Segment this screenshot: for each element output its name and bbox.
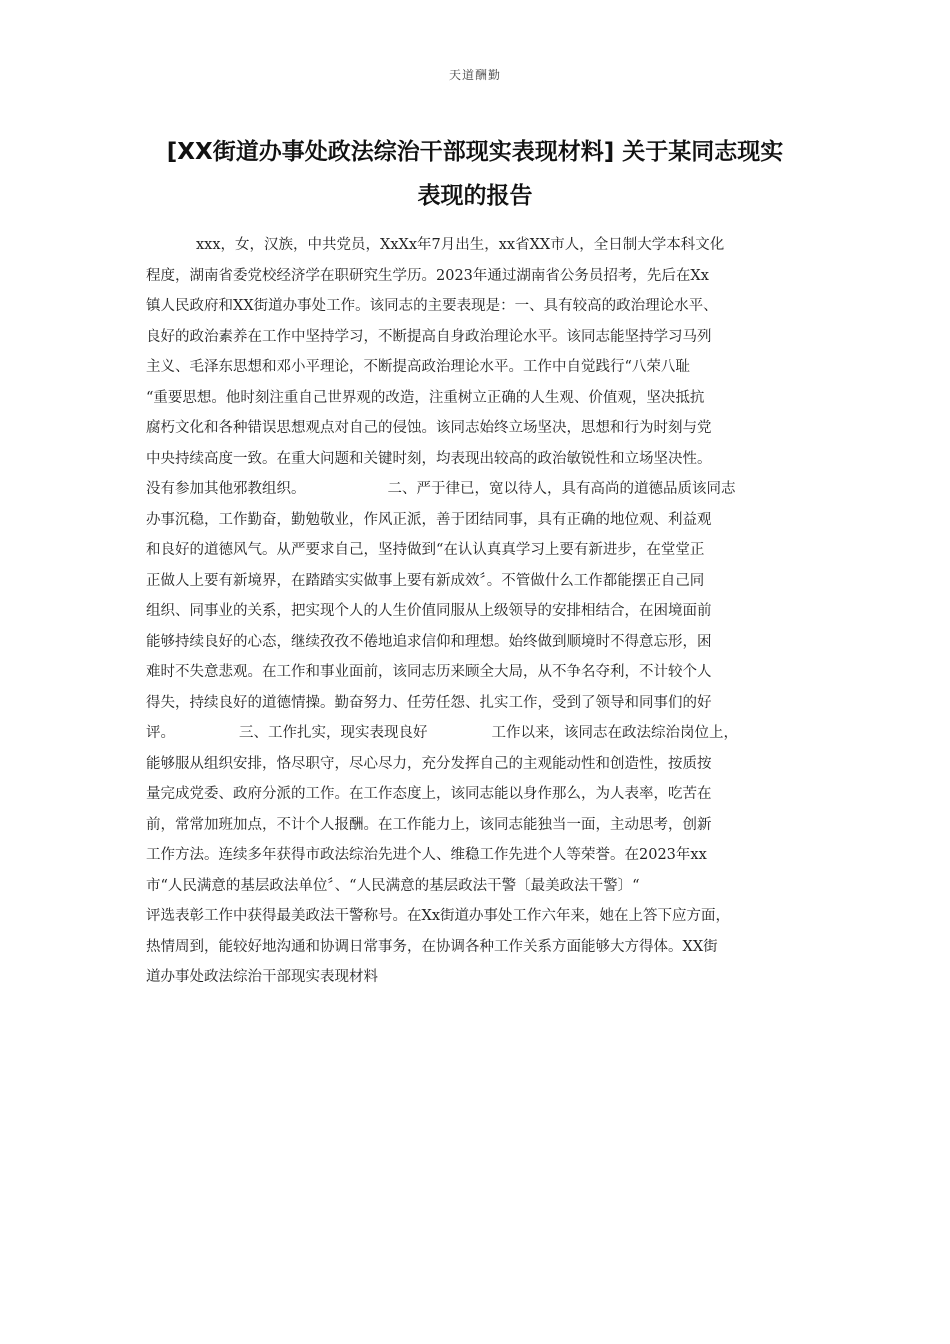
body-line: xxx，女，汉族，中共党员，XxXx年7月出生，xx省XX市人，全日制大学本科文化 — [196, 237, 725, 253]
body-line: 市“人民满意的基层政法单位〞、“人民满意的基层政法干警〔最美政法干警〕“ — [146, 877, 640, 894]
page-header: 天道酬勤 — [448, 68, 501, 82]
body-line: “重要思想。他时刻注重自己世界观的改造，注重树立正确的人生观、价值观，坚决抵抗 — [146, 389, 705, 406]
body-line: 腐朽文化和各种错误思想观点对自己的侵蚀。该同志始终立场坚决，思想和行为时刻与党 — [146, 420, 712, 436]
body-segment: 评。 — [146, 725, 175, 741]
document-body — [146, 230, 810, 993]
body-line: 正做人上要有新境界，在踏踏实实做事上要有新成效〞。不管做什么工作都能摆正自己同 — [146, 572, 705, 589]
body-line-section-3-start — [146, 718, 810, 749]
body-line: 能够持续良好的心态，继续孜孜不倦地追求信仰和理想。始终做到顺境时不得意忘形，困 — [146, 633, 712, 650]
title-line-1: [XX街道办事处政法综治干部现实表现材料] 关于某同志现实 — [166, 139, 784, 165]
section-heading-3: 三、工作扎实，现实表现良好 — [239, 725, 428, 741]
title-line-2: 表现的报告 — [417, 183, 533, 209]
body-line: 能够服从组织安排，恪尽职守，尽心尽力，充分发挥自己的主观能动性和创造性，按质按 — [146, 755, 712, 772]
body-line: 评选表彰工作中获得最美政法干警称号。在Xx街道办事处工作六年来，她在上答下应方面， — [146, 908, 730, 924]
body-line: 主义、毛泽东思想和邓小平理论，不断提高政治理论水平。工作中自觉践行“八荣八耻 — [146, 359, 690, 375]
body-line: 工作方法。连续多年获得市政法综治先进个人、维稳工作先进个人等荣誉。在2023年xx — [146, 847, 707, 863]
body-line: 办事沉稳，工作勤奋，勤勉敬业，作风正派，善于团结同事，具有正确的地位观、利益观 — [146, 511, 712, 528]
body-line: 难时不失意悲观。在工作和事业面前，该同志历来顾全大局，从不争名夺利，不计较个人 — [146, 664, 712, 680]
body-line: 组织、同事业的关系，把实现个人的人生价值同服从上级领导的安排相结合，在困境面前 — [146, 603, 712, 619]
body-line: 道办事处政法综治干部现实表现材料 — [146, 969, 378, 985]
body-line: 量完成党委、政府分派的工作。在工作态度上，该同志能以身作那么，为人表率，吃苦在 — [146, 786, 712, 802]
body-line-section-2-start — [146, 474, 810, 505]
body-line: 热情周到，能较好地沟通和协调日常事务，在协调各种工作关系方面能够大方得体。XX街 — [146, 938, 718, 955]
body-line: 良好的政治素养在工作中坚持学习，不断提高自身政治理论水平。该同志能坚持学习马列 — [146, 328, 712, 345]
body-segment: 工作以来，该同志在政法综治岗位上， — [491, 725, 738, 741]
section-heading-2: 二、严于律已，宽以待人，具有高尚的道德品质该同志 — [387, 481, 736, 497]
body-line: 前，常常加班加点，不计个人报酬。在工作能力上，该同志能独当一面，主动思考，创新 — [146, 816, 712, 833]
body-line: 程度，湖南省委党校经济学在职研究生学历。2023年通过湖南省公务员招考，先后在Xx — [146, 267, 709, 284]
body-segment: 没有参加其他邪教组织。 — [146, 481, 306, 497]
body-line: 中央持续高度一致。在重大问题和关键时刻，均表现出较高的政治敏锐性和立场坚决性。 — [146, 450, 712, 467]
body-line: 得失，持续良好的道德情操。勤奋努力、任劳任怨、扎实工作，受到了领导和同事们的好 — [146, 694, 712, 711]
body-line: 镇人民政府和XX街道办事处工作。该同志的主要表现是：一、具有较高的政治理论水平、 — [146, 298, 718, 314]
body-line: 和良好的道德风气。从严要求自己，坚持做到“在认认真真学习上要有新进步，在堂堂正 — [146, 542, 705, 558]
document-title — [140, 130, 810, 218]
